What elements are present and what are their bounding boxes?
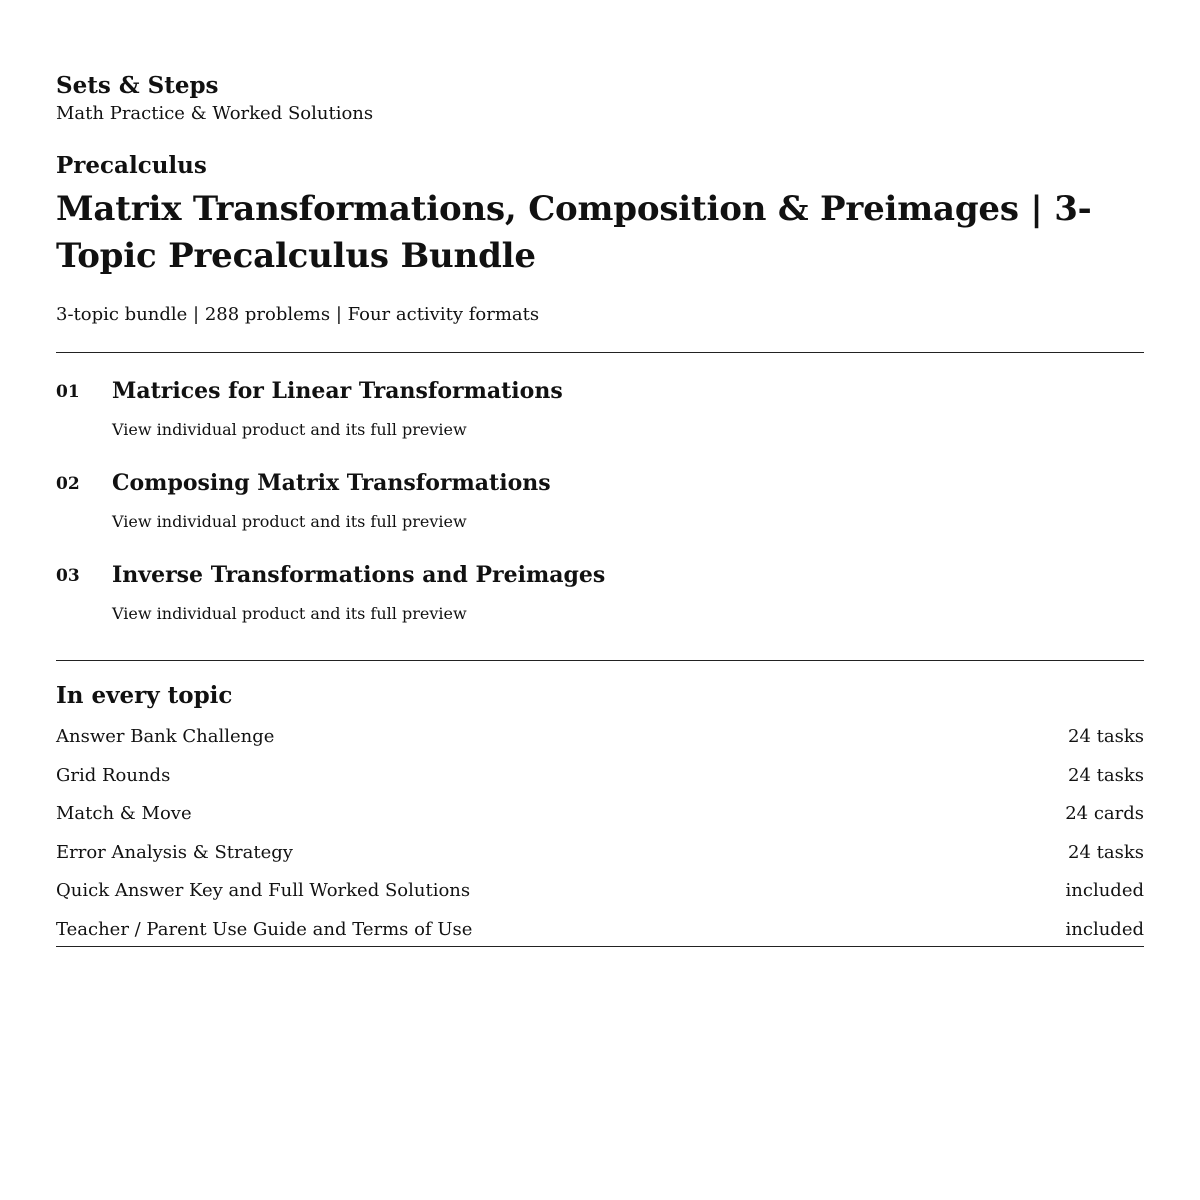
topic-body [112,468,1144,533]
topic-item [56,468,1144,533]
feature-row [56,879,1144,918]
feature-name: Grid Rounds [56,764,171,786]
topic-title: Matrices for Linear Transformations [112,378,563,404]
view-product-link[interactable]: View individual product and its full preview [112,604,467,623]
topic-body [112,376,1144,441]
divider-middle [56,660,1144,661]
view-product-link[interactable]: View individual product and its full preview [112,420,467,439]
topic-title: Composing Matrix Transformations [112,470,551,496]
brand-name: Sets & Steps [56,72,219,99]
feature-row [56,764,1144,803]
page-title: Matrix Transformations, Composition & Preimages | 3-Topic Precalculus Bundle [56,189,1092,276]
feature-value: included [1065,880,1144,902]
topic-title: Inverse Transformations and Preimages [112,562,606,588]
feature-value: 24 tasks [1068,841,1144,863]
topic-list [56,353,1144,625]
feature-value: 24 tasks [1068,764,1144,786]
feature-list [56,725,1144,946]
topic-item [56,560,1144,625]
feature-name: Match & Move [56,803,192,825]
view-product-link[interactable]: View individual product and its full preview [112,512,467,531]
feature-name: Quick Answer Key and Full Worked Solutions [56,880,471,902]
bundle-summary: 3-topic bundle | 288 problems | Four activity formats [56,304,540,325]
feature-name: Teacher / Parent Use Guide and Terms of Use [56,918,473,940]
feature-row [56,802,1144,841]
subject-label: Precalculus [56,152,207,179]
feature-name: Answer Bank Challenge [56,726,275,747]
feature-row [56,725,1144,764]
topic-number: 01 [56,382,80,402]
feature-name: Error Analysis & Strategy [56,841,293,863]
feature-row [56,841,1144,880]
feature-row [56,918,1144,946]
every-topic-heading: In every topic [56,682,233,709]
topic-number: 03 [56,566,80,586]
topic-number: 02 [56,474,80,494]
feature-value: 24 cards [1065,803,1144,825]
topic-body [112,560,1144,625]
divider-bottom [56,946,1144,947]
topic-item [56,376,1144,441]
feature-value: included [1065,918,1144,940]
feature-value: 24 tasks [1068,726,1144,747]
brand-tagline: Math Practice & Worked Solutions [56,103,374,124]
